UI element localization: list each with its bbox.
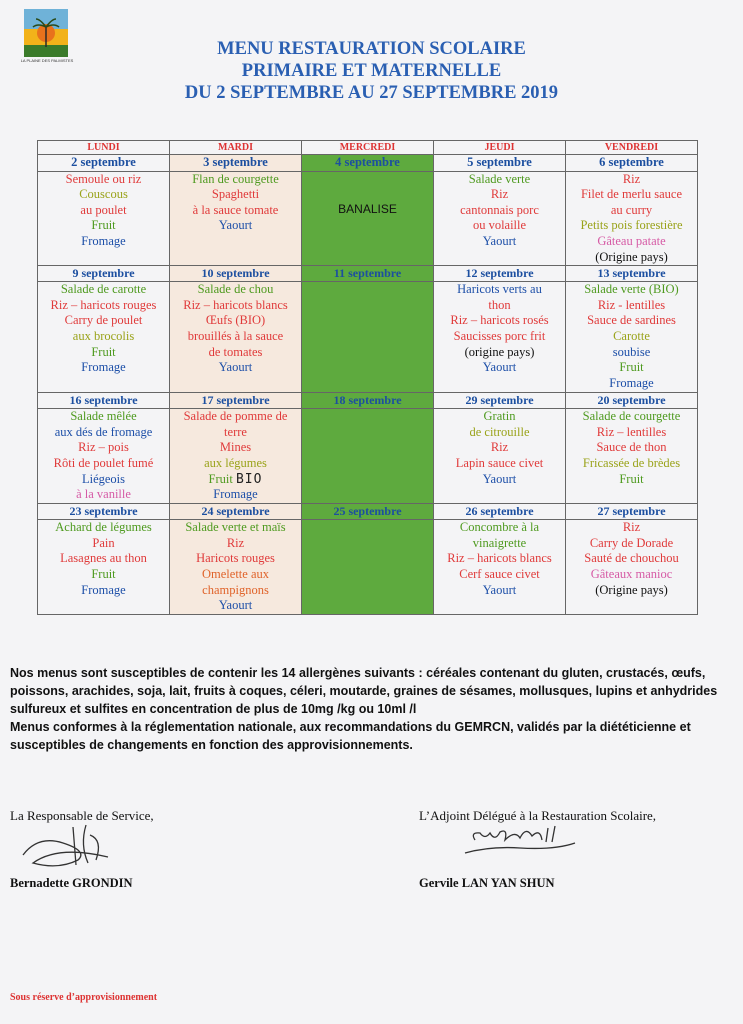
date-cell: 27 septembre — [566, 504, 698, 520]
handwritten-bio-note: BIO — [235, 471, 263, 487]
right-signatory-title: L’Adjoint Délégué à la Restauration Scolaire, — [419, 808, 657, 823]
date-cell: 26 septembre — [434, 504, 566, 520]
menu-item: Riz — [622, 171, 641, 186]
menu-item: Salade mêlée — [70, 409, 137, 424]
menu-cell-vendredi — [566, 409, 698, 504]
menu-cell-mardi — [170, 520, 302, 615]
date-cell: 23 septembre — [38, 504, 170, 520]
day-header-lundi: LUNDI — [38, 141, 170, 155]
menu-item: Carotte — [613, 328, 650, 343]
date-cell: 9 septembre — [38, 266, 170, 282]
menu-item — [172, 472, 299, 488]
menu-item: Yaourt — [482, 360, 517, 375]
logo-caption: LA PLAINE DES PALMISTES — [20, 58, 74, 63]
menu-cell-lundi — [38, 520, 170, 615]
menu-item: Haricots rouges — [196, 551, 275, 566]
menu-item: Fruit — [91, 566, 116, 581]
menu-item: vinaigrette — [472, 535, 527, 550]
menu-item: Fruit — [619, 360, 644, 375]
menu-item: Yaourt — [482, 471, 517, 486]
menu-item: aux brocolis — [72, 328, 135, 343]
menu-item: Salade verte — [468, 171, 531, 186]
menu-item: Riz – pois — [78, 440, 129, 455]
menu-cell-jeudi — [434, 409, 566, 504]
menu-item: Riz – haricots rouges — [50, 297, 157, 312]
date-row — [38, 393, 698, 409]
menu-item: Sauce de sardines — [587, 313, 676, 328]
date-cell: 13 septembre — [566, 266, 698, 282]
menu-item: Riz — [226, 535, 245, 550]
right-signatory-name: Gervile LAN YAN SHUN — [419, 876, 555, 890]
menu-row — [38, 409, 698, 504]
left-signatory-title: La Responsable de Service, — [10, 808, 154, 823]
menu-cell-vendredi — [566, 520, 698, 615]
menu-cell-mercredi — [302, 520, 434, 615]
date-cell: 24 septembre — [170, 504, 302, 520]
menu-item: Fromage — [81, 360, 126, 375]
menu-item: Fruit — [91, 344, 116, 359]
menu-cell-lundi — [38, 409, 170, 504]
menu-item: cantonnais porc — [460, 202, 539, 217]
menu-item: Riz – haricots rosés — [450, 313, 549, 328]
menu-item: à la vanille — [76, 487, 131, 502]
supply-disclaimer: Sous réserve d’approvisionnement — [10, 992, 158, 1003]
menu-cell-jeudi — [434, 282, 566, 393]
menu-item: au curry — [610, 202, 653, 217]
compliance-text: Menus conformes à la réglementation nationale, aux recommandations du GEMRCN, validés par la diététicienne et susceptibles de changements en fonction des approvisionnements. — [10, 720, 691, 752]
menu-cell-mercredi — [302, 171, 434, 266]
menu-item: Haricots verts au — [457, 282, 542, 297]
menu-cell-mardi — [170, 409, 302, 504]
menu-row — [38, 282, 698, 393]
menu-item: Rôti de poulet fumé — [53, 455, 154, 470]
menu-item: Fruit — [619, 471, 644, 486]
menu-item: Semoule ou riz — [65, 171, 142, 186]
menu-item: Riz – haricots blancs — [447, 551, 552, 566]
menu-item: de citrouille — [469, 424, 530, 439]
title-line-3: DU 2 SEPTEMBRE AU 27 SEPTEMBRE 2019 — [184, 83, 559, 103]
date-cell: 29 septembre — [434, 393, 566, 409]
menu-item: Riz — [490, 440, 509, 455]
title-line-1: MENU RESTAURATION SCOLAIRE — [217, 39, 526, 59]
menu-item: à la sauce tomate — [192, 202, 279, 217]
menu-item: Sauté de chouchou — [584, 551, 679, 566]
menu-row — [38, 520, 698, 615]
date-cell: 20 septembre — [566, 393, 698, 409]
title-line-2: PRIMAIRE ET MATERNELLE — [241, 61, 502, 81]
menu-item: Salade de courgette — [582, 409, 681, 424]
menu-item: Sauce de thon — [596, 440, 667, 455]
date-cell: 11 septembre — [302, 266, 434, 282]
page-title — [0, 38, 743, 104]
menu-item: de tomates — [208, 344, 263, 359]
menu-item: Riz – lentilles — [596, 424, 667, 439]
menu-item: soubise — [612, 344, 651, 359]
menu-item: Concombre à la — [459, 520, 540, 535]
date-row — [38, 266, 698, 282]
menu-item: (Origine pays) — [595, 249, 668, 264]
menu-cell-jeudi — [434, 520, 566, 615]
allergen-text: Nos menus sont susceptibles de contenir les 14 allergènes suivants : céréales contenant du gluten, crustacés, œufs, poissons, arachides, soja, lait, fruits à coques, céleri, moutarde, graines de sésames, mollusques, lupins et anhydrides sulfureux et sulfites en concentration de plus de 10mg /kg ou 10ml /l — [10, 666, 718, 716]
date-cell: 12 septembre — [434, 266, 566, 282]
date-cell: 5 septembre — [434, 155, 566, 172]
menu-item: aux dés de fromage — [54, 424, 153, 439]
menu-item: ou volaille — [472, 218, 527, 233]
banalise-label: BANALISE — [338, 201, 397, 216]
menu-item: Gâteaux manioc — [590, 566, 673, 581]
menu-item: Couscous — [79, 187, 128, 202]
date-cell: 10 septembre — [170, 266, 302, 282]
signature-grondin-icon — [18, 815, 128, 875]
menu-item: Saucisses porc frit — [453, 328, 546, 343]
menu-item: Fromage — [213, 487, 258, 502]
menu-item: brouillés à la sauce — [187, 328, 284, 343]
menu-item: Spaghetti — [211, 187, 260, 202]
menu-item: Pain — [92, 535, 115, 550]
menu-item: Liégeois — [81, 471, 126, 486]
menu-item: Fricassée de brèdes — [582, 455, 681, 470]
menu-item: (origine pays) — [464, 344, 535, 359]
menu-cell-vendredi — [566, 282, 698, 393]
menu-item: Filet de merlu sauce — [580, 187, 682, 202]
menu-cell-mercredi — [302, 282, 434, 393]
menu-item: Riz — [622, 520, 641, 535]
date-cell: 17 septembre — [170, 393, 302, 409]
menu-item: Salade de carotte — [60, 282, 147, 297]
menu-item: Lasagnes au thon — [60, 551, 147, 566]
date-row — [38, 504, 698, 520]
left-signatory-name: Bernadette GRONDIN — [10, 876, 133, 890]
menu-item: Flan de courgette — [192, 171, 279, 186]
menu-cell-mercredi — [302, 409, 434, 504]
menu-item: Salade de chou — [197, 282, 274, 297]
menu-item: Achard de légumes — [55, 520, 152, 535]
allergen-notes — [10, 664, 735, 754]
menu-row — [38, 171, 698, 266]
day-header-mercredi: MERCREDI — [302, 141, 434, 155]
day-header-vendredi: VENDREDI — [566, 141, 698, 155]
menu-item: Salade de pomme de — [183, 409, 288, 424]
menu-item: Gâteau patate — [597, 233, 666, 248]
menu-item: Fruit — [91, 218, 116, 233]
menu-table — [37, 140, 698, 615]
menu-item: au poulet — [80, 202, 127, 217]
menu-item: Gratin — [483, 409, 516, 424]
date-cell: 4 septembre — [302, 155, 434, 172]
menu-item: Carry de poulet — [64, 313, 143, 328]
menu-cell-mardi — [170, 171, 302, 266]
date-cell: 2 septembre — [38, 155, 170, 172]
menu-cell-mardi — [170, 282, 302, 393]
day-header-jeudi: JEUDI — [434, 141, 566, 155]
menu-item: Fromage — [81, 582, 126, 597]
menu-item: Petits pois forestière — [580, 218, 683, 233]
menu-cell-lundi — [38, 171, 170, 266]
menu-item: Yaourt — [482, 233, 517, 248]
menu-item: Riz – haricots blancs — [183, 297, 288, 312]
menu-item: Cerf sauce civet — [459, 566, 540, 581]
menu-item: Salade verte et maïs — [185, 520, 286, 535]
menu-item: Yaourt — [218, 598, 253, 613]
menu-item: Riz - lentilles — [597, 297, 666, 312]
menu-item: Omelette aux — [202, 566, 269, 581]
menu-item: Salade verte (BIO) — [584, 282, 679, 297]
menu-item: Yaourt — [218, 218, 253, 233]
date-row — [38, 155, 698, 172]
date-cell: 18 septembre — [302, 393, 434, 409]
date-cell: 6 septembre — [566, 155, 698, 172]
menu-item: Fromage — [81, 233, 126, 248]
menu-item: Carry de Dorade — [589, 535, 674, 550]
menu-item: (Origine pays) — [595, 582, 668, 597]
menu-item: Mines — [219, 440, 252, 455]
day-header-row — [38, 141, 698, 155]
menu-item: terre — [224, 424, 247, 439]
menu-item: Fromage — [609, 375, 654, 390]
menu-item: Yaourt — [482, 582, 517, 597]
day-header-mardi: MARDI — [170, 141, 302, 155]
date-cell: 3 septembre — [170, 155, 302, 172]
menu-cell-lundi — [38, 282, 170, 393]
menu-item-label: Fruit — [208, 471, 233, 486]
menu-item: aux légumes — [204, 455, 267, 470]
menu-item: Riz — [490, 187, 509, 202]
signature-lan-yan-shun-icon — [460, 818, 580, 868]
menu-item: Lapin sauce civet — [455, 455, 544, 470]
menu-item: champignons — [202, 582, 269, 597]
menu-item: Yaourt — [218, 360, 253, 375]
menu-item: Œufs (BIO) — [205, 313, 266, 328]
menu-cell-vendredi — [566, 171, 698, 266]
menu-cell-jeudi — [434, 171, 566, 266]
date-cell: 25 septembre — [302, 504, 434, 520]
menu-item: thon — [488, 297, 511, 312]
date-cell: 16 septembre — [38, 393, 170, 409]
